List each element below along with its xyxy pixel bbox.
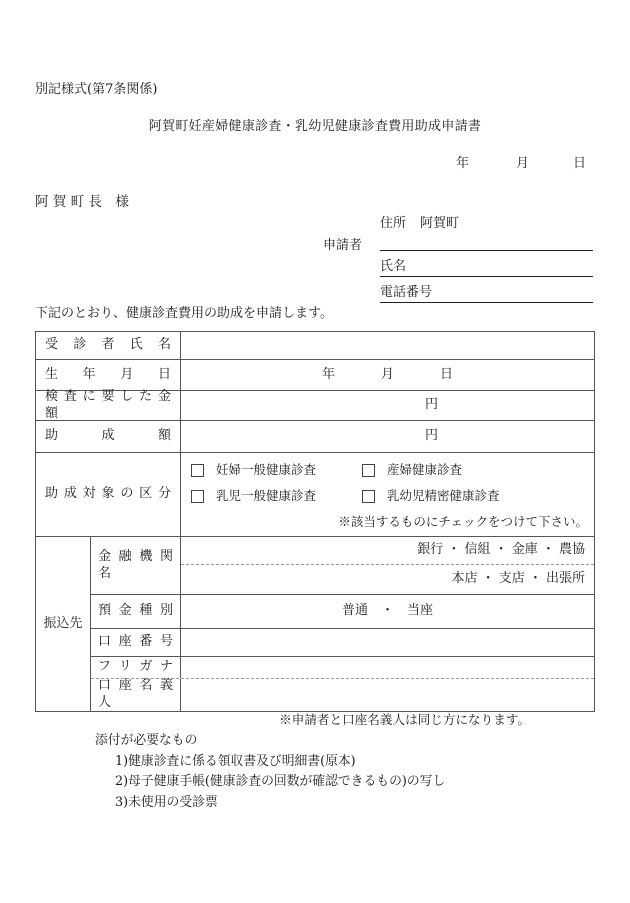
account-type-options[interactable]: 普通 ・ 当座 <box>341 603 433 619</box>
form-reference: 別記様式(第7条関係) <box>35 82 158 97</box>
category-option-row <box>191 488 588 504</box>
institution-label: 金 融 機 関 名 <box>98 548 173 581</box>
institution-label-cell <box>91 537 181 594</box>
table-row-subsidy-amount <box>36 421 594 453</box>
attachments-title: 添付が必要なもの <box>95 733 198 748</box>
birth-year-label: 年 <box>321 366 335 382</box>
furigana-label: フ リ ガ ナ <box>98 659 173 675</box>
address-line[interactable] <box>380 216 459 233</box>
phone-label: 電話番号 <box>380 285 433 300</box>
bank-group-label: 振込先 <box>43 615 83 631</box>
option-infant-general-checkup[interactable] <box>191 488 362 504</box>
category-check-note: ※該当するものにチェックをつけて下さい。 <box>338 513 588 529</box>
subsidy-category-label: 助 成 対 象 の 区 分 <box>45 486 171 502</box>
applicant-label: 申請者 <box>323 238 363 253</box>
yen-unit-label: 円 <box>424 428 438 444</box>
option-infant-detailed-checkup[interactable] <box>362 488 500 504</box>
exam-cost-label-cell <box>36 388 181 421</box>
furigana-input-cell[interactable] <box>181 657 594 678</box>
account-number-input-cell[interactable] <box>181 629 594 656</box>
birth-day-label: 日 <box>440 366 454 382</box>
account-number-label-cell <box>91 629 181 656</box>
option-label: 乳幼児精密健康診査 <box>387 487 500 503</box>
furigana-label-cell <box>91 657 181 678</box>
exam-cost-input-cell[interactable] <box>181 391 594 420</box>
institution-input-cell <box>181 537 594 594</box>
yen-unit-label: 円 <box>424 397 438 413</box>
option-label: 乳児一般健康診査 <box>216 487 317 503</box>
intro-text: 下記のとおり、健康診査費用の助成を申請します。 <box>35 306 333 321</box>
table-row-subsidy-category <box>36 453 594 537</box>
name-label: 氏名 <box>380 259 407 274</box>
checkbox-infant-general[interactable] <box>191 490 204 503</box>
subsidy-amount-label-cell <box>36 421 181 452</box>
page-title: 阿賀町妊産婦健康診査・乳幼児健康診査費用助成申請書 <box>148 119 482 134</box>
subsidy-amount-label: 助 成 額 <box>45 428 171 444</box>
bank-transfer-section <box>36 537 594 711</box>
application-date-line[interactable] <box>456 156 586 173</box>
account-number-label: 口 座 番 号 <box>98 634 173 650</box>
birthdate-label-cell <box>36 360 181 390</box>
applicant-blank-field[interactable] <box>380 232 593 251</box>
bank-row-account-type <box>91 595 594 629</box>
name-field[interactable] <box>380 259 593 277</box>
checkbox-maternity-general[interactable] <box>191 464 204 477</box>
table-row-birthdate <box>36 360 594 391</box>
option-label: 産婦健康診査 <box>387 462 463 477</box>
bank-group-label-cell <box>36 537 91 711</box>
checkbox-postpartum[interactable] <box>362 464 375 477</box>
bank-row-account-number <box>91 629 594 657</box>
institution-type-choice[interactable] <box>181 537 594 565</box>
examinee-name-label: 受 診 者 氏 名 <box>45 337 171 353</box>
application-table <box>35 331 595 712</box>
branch-type-choice[interactable] <box>181 565 594 594</box>
examinee-name-label-cell <box>36 332 181 359</box>
exam-cost-label: 検 査 に 要 し た 金 額 <box>45 388 171 421</box>
attachment-item: 3)未使用の受診票 <box>115 794 218 810</box>
account-holder-label: 口 座 名 義 人 <box>98 678 173 710</box>
account-holder-label-cell <box>91 679 181 711</box>
account-holder-input-cell[interactable] <box>181 679 594 711</box>
birth-month-label: 月 <box>380 366 394 382</box>
bank-row-furigana <box>91 657 594 679</box>
examinee-name-input-cell[interactable] <box>181 332 594 359</box>
option-label: 妊婦一般健康診査 <box>216 462 317 477</box>
attachment-item: 2)母子健康手帳(健康診査の回数が確認できるもの)の写し <box>115 774 446 789</box>
account-type-label-cell <box>91 595 181 628</box>
birthdate-label: 生 年 月 日 <box>45 366 171 382</box>
branch-type-options[interactable]: 本店 ・ 支店 ・ 出張所 <box>451 571 585 587</box>
account-type-label: 預 金 種 別 <box>98 603 173 619</box>
phone-field[interactable] <box>380 285 593 303</box>
date-day-label: 日 <box>572 156 586 171</box>
table-row-examinee <box>36 332 594 360</box>
option-maternity-general-checkup[interactable] <box>191 462 362 478</box>
category-option-row <box>191 462 588 478</box>
bank-rows <box>91 537 594 711</box>
birthdate-input-cell[interactable] <box>181 360 594 390</box>
option-postpartum-checkup[interactable] <box>362 462 462 478</box>
date-month-label: 月 <box>515 156 529 171</box>
account-type-choice[interactable] <box>181 595 594 628</box>
institution-type-options[interactable]: 銀行 ・ 信組 ・ 金庫 ・ 農協 <box>417 542 585 558</box>
addressee: 阿 賀 町 長 様 <box>35 194 129 210</box>
address-label: 住所 <box>380 216 407 231</box>
attachments-section <box>95 731 445 813</box>
bank-row-account-holder <box>91 679 594 711</box>
attachment-item: 1)健康診査に係る領収書及び明細書(原本) <box>115 753 356 769</box>
checkbox-infant-detailed[interactable] <box>362 490 375 503</box>
account-holder-note: ※申請者と口座名義人は同じ方になります。 <box>279 712 530 727</box>
subsidy-category-options-cell <box>181 453 594 536</box>
table-row-exam-cost <box>36 388 594 421</box>
bank-row-institution <box>91 537 594 595</box>
subsidy-category-label-cell <box>36 453 181 536</box>
address-value: 阿賀町 <box>420 216 460 231</box>
subsidy-amount-input-cell[interactable] <box>181 421 594 452</box>
date-year-label: 年 <box>455 156 469 171</box>
